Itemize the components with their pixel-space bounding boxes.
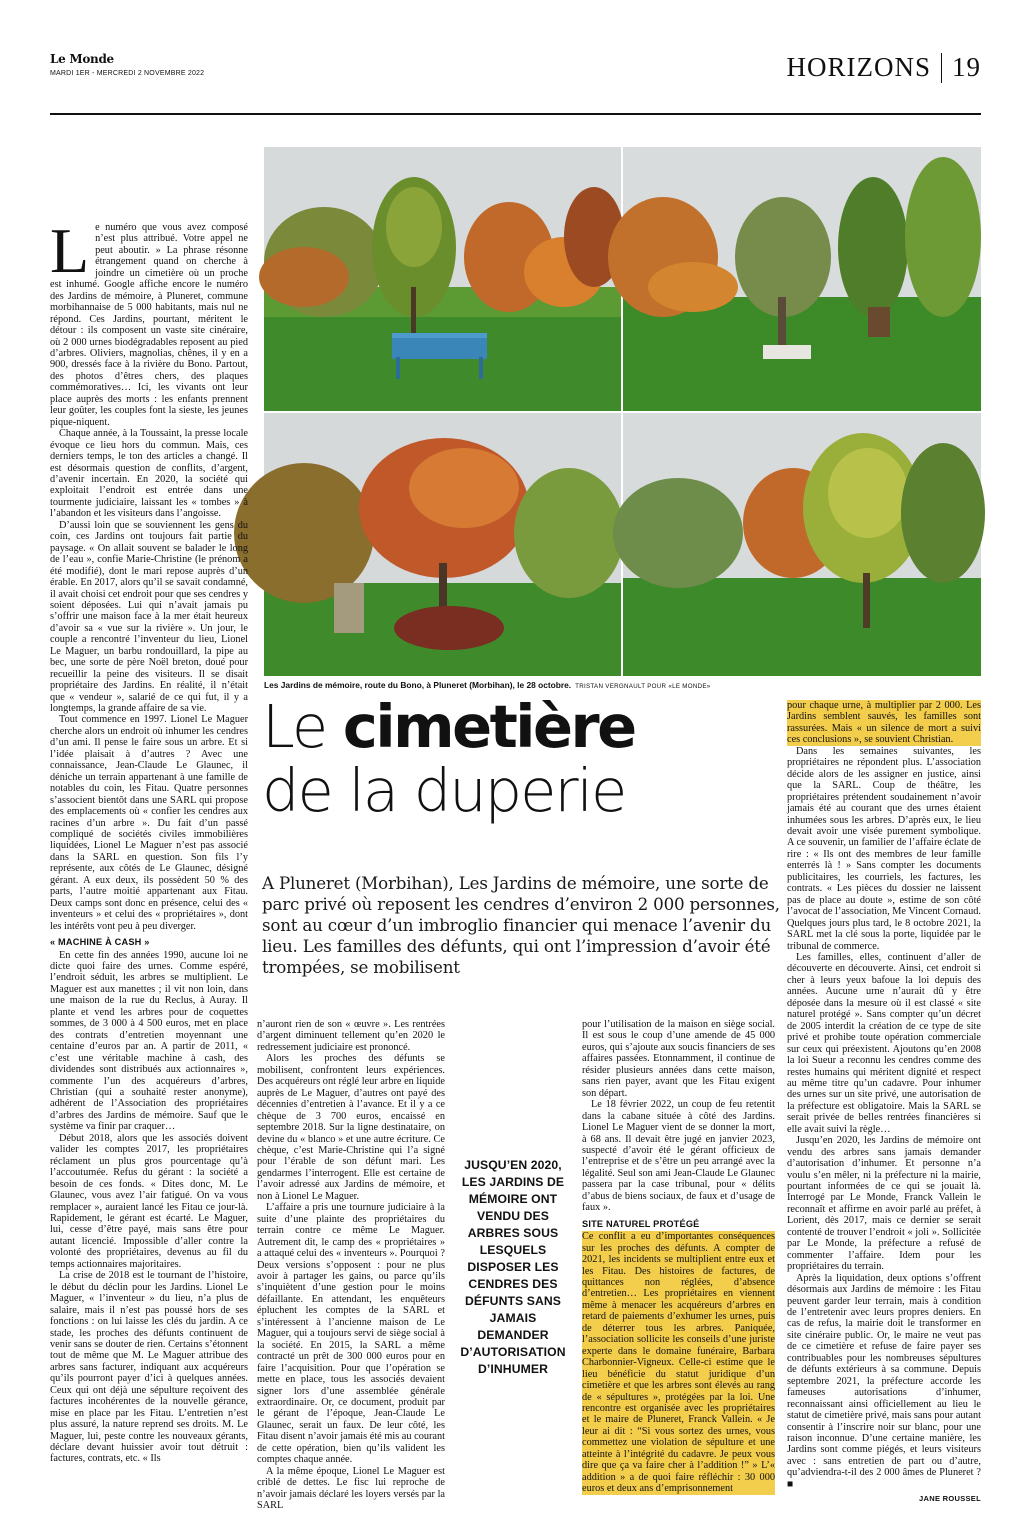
paragraph: Dans les semaines suivantes, les propriétaires ne répondent plus. L’association décide alors de les assigner en justice, ainsi que la SARL. Coup de théâtre, les propriétaires prétendent soudainement n’avoir jamais été au courant que des urnes étaient inhumées sous les arbres. D’après eux, le lieu devait avoir une visée purement symbolique. A ce souvenir, un familier de l’affaire éclate de rire : « Ils ont des membres de leur famille enterrés là ! » Sans compter les documents publicitaires, les courriels, les factures, les contrats. « Les pièces du dossier ne laissent pas de place au doute », estime de son côté l’avocat de l’association, Me Vincent Cornaud. Quelques jours plus tard, le 8 octobre 2021, la SARL met la clé sous la porte, liquidée par le tribunal de commerce. bbox=[787, 745, 981, 952]
masthead-date: MARDI 1ER - MERCREDI 2 NOVEMBRE 2022 bbox=[50, 70, 205, 77]
paragraph: Début 2018, alors que les associés doivent valider les comptes 2017, les propriétaires réclament un plus gros pourcentage qu’à l’accoutumée. Refus du gérant : la société a besoin de ces fonds. « Dites donc, M. Le Glaunec, vous avez l’air fatigué. On va vous remplacer », auraient lancé les Fitau ce jour-là. Rapidement, le gérant est écarté. Le Maguer, lui, cesse d’être payé, mais sans être pour autant licencié. Impossible d’aller contre la volonté des propriétaires, devenus au fil du temps actionnaires majoritaires. bbox=[50, 1132, 248, 1270]
highlighted-paragraph: pour chaque urne, à multiplier par 2 000. Les Jardins semblent sauvés, les familles sont rassurées. Mais « un silence de mort a suivi ces conclusions », se souvient Christian. bbox=[787, 700, 981, 746]
paragraph: En cette fin des années 1990, aucune loi ne dicte quoi faire des urnes. Comme espéré, l’endroit séduit, les arbres se multiplient. Le Maguer est aux manettes ; il vit non loin, dans une maison de la rue du Reclus, à Auray. Il plante et vend les arbres pour de coquettes sommes, de 3 000 à 4 500 euros, met en place des contrats d’entretien moyennant une centaine d’euros par an. A partir de 2011, « c’est une véritable machine à cash, des dividendes sont distribués aux actionnaires », commente l’un des acquéreurs d’arbres, Christian (qui a souhaité rester anonyme), adhérent de l’Association des propriétaires d’arbres des Jardins de mémoire. Sauf que le système va finir par craquer… bbox=[50, 949, 248, 1133]
author-signature: JANE ROUSSEL bbox=[919, 1494, 981, 1504]
article-column-2 bbox=[257, 1019, 445, 1512]
subheading: SITE NATUREL PROTÉGÉ bbox=[582, 1218, 700, 1229]
photo-top-right bbox=[623, 147, 981, 411]
page-number: 19 bbox=[952, 52, 981, 82]
paragraph: Les familles, elles, continuent d’aller de découverte en découverte. Ainsi, cet endroit si cher à leurs yeux bafoue la loi depuis des années. Aucune urne n’aurait dû y être déposée dans la mesure où il est classé « site naturel protégé ». Sans compter qu’un décret de 2005 interdit la création de ce type de site privé et prohibe toute opération commerciale sur ceux qui préexistent. Ajoutons qu’en 2008 la loi Sueur a reconnu les cendres comme des restes humains qui méritent dignité et respect au même titre qu’un cadavre. Pour inhumer des urnes sur un site privé, une autorisation de la préfecture est obligatoire. Mais la SARL se serait privée de belles rentrées financières si elle avait suivi la règle… bbox=[787, 951, 981, 1135]
pull-quote: JUSQU’EN 2020, LES JARDINS DE MÉMOIRE ONT VENDU DES ARBRES SOUS LESQUELS DISPOSER LES CENDRES DES DÉFUNTS SANS JAMAIS DEMANDER D’AUTORISATION D’INHUMER bbox=[460, 1158, 566, 1376]
photo-bottom-left bbox=[264, 413, 621, 676]
paragraph: Jusqu’en 2020, les Jardins de mémoire ont vendu des arbres sans jamais demander d’autorisation d’inhumer. Et personne n’a voulu s’en mêler, ni la préfecture ni la mairie, pourtant informées de ce qui se jouait là. Interrogé par Le Monde, Franck Vallein le reconnaît et affirme en avoir parlé au préfet, à Lorient, dès 2017, mais ce dernier se serait contenté de trouver l’endroit « joli ». Sollicitée par Le Monde, la préfecture a refusé de commenter l’affaire. Idem pour les propriétaires du terrain. bbox=[787, 1135, 981, 1273]
highlighted-paragraph: Ce conflit a eu d’importantes conséquences sur les proches des défunts. A compter de 2021, les incidents se multiplient entre eux et les Fitau. Des histoires de factures, de quittances non réglées, d’absence d’entretien… Les propriétaires en viennent même à menacer les acquéreurs d’arbres en retard de paiements d’exhumer les urnes, puis de déterrer tous les arbres. Paniquée, l’association sollicite les conseils d’une juriste experte dans le domaine funéraire, Barbara Charbonnier-Vigneux. Celle-ci estime que le lieu bénéficie du statut juridique d’un cimetière et que les arbres sont élevés au rang de « sépultures », protégées par la loi. Une rencontre est organisée avec les propriétaires et le maire de Pluneret, Franck Vallein. « Je leur ai dit : “Si vous sortez des urnes, vous commettez une violation de sépulture et une atteinte à l’intégrité du cadavre. Je peux vous dire que ça va faire cher à l’addition !” » L’« addition » a de quoi faire réfléchir : 30 000 euros et deux ans d’emprisonnement bbox=[582, 1231, 775, 1495]
drop-cap: L bbox=[50, 215, 90, 286]
paragraph: n’auront rien de son « œuvre ». Les rentrées d’argent diminuent tellement qu’en 2020 le redressement judiciaire est prononcé. bbox=[257, 1019, 445, 1053]
paragraph: La crise de 2018 est le tournant de l’histoire, le début du déclin pour les Jardins. Lionel Le Maguer, « l’inventeur » du lieu, n’a plus de salaire, mais il n’est pas poussé hors de ses fonctions : on lui laisse les clés du jardin. A ce stade, les proches des défunts continuent de venir sans se douter de rien. Certains s’étonnent tout de même que M. Le Maguer attribue des arbres sans facturer, indiquant aux acquéreurs qu’ils pourront payer d’ici à quelques années. Ceux qui ont déjà une sépulture reçoivent des factures incohérentes de la nouvelle gérance, mise en place par les Fitau. L’entretien n’est plus assuré, la nature reprend ses droits. M. Le Maguer, lui, peste contre les nouveaux gérants, déclare devant huissier avoir tout détruit : factures, contrats, etc. « Ils bbox=[50, 1270, 248, 1465]
article-column-3 bbox=[582, 1019, 775, 1495]
photo-credit: TRISTAN VERGNAULT POUR «LE MONDE» bbox=[575, 683, 711, 690]
section-header bbox=[786, 52, 981, 83]
section-name: HORIZONS bbox=[786, 52, 931, 82]
standfirst: A Pluneret (Morbihan), Les Jardins de mémoire, une sorte de parc privé où reposent les cendres d’environ 2 000 personnes, sont au cœur d’un imbroglio financier qui menace l’avenir du lieu. Les familles des défunts, qui ont l’impression d’avoir été trompées, se mobilisent bbox=[262, 873, 780, 977]
paragraph: e numéro que vous avez composé n’est plus attribué. Votre appel ne peut aboutir. » La phrase résonne étrangement quand on cherche à joindre un cimetière où un proche est inhumé. Google affiche encore le numéro des Jardins de mémoire, à Pluneret, commune morbihannaise de 5 000 habitants, mais nul ne répond. Ces Jardins, pourtant, méritent le détour : ils composent un vaste site cinéraire, où 2 000 urnes biodégradables reposent au pied d’arbres. Oliviers, magnolias, chênes, il y en a 900, dressés face à la rivière du Bono. Partout, des photos d’êtres chers, des plaques commémoratives… Ici, les vivants ont leur place auprès des morts : les enfants prennent leur goûter, les couples font la sieste, les jeunes pique-niquent. bbox=[50, 222, 248, 428]
headline bbox=[262, 692, 782, 825]
paragraph: Alors les proches des défunts se mobilisent, confrontent leurs expériences. Des acquéreurs ont réglé leur arbre en liquide auprès de Le Maguer, d’autres ont payé des décennies d’entretien à l’avance. Et il y a ce chèque de 3 700 euros, encaissé en septembre 2018. Sur la ligne destinataire, on devine du « blanco » et une autre écriture. Ce chèque, c’est Marie-Christine qui l’a signé pour l’érable de son défunt mari. Les gendarmes l’interrogent. Elle est certaine de l’avoir adressé aux Jardins de mémoire, et non à Lionel Le Maguer. bbox=[257, 1053, 445, 1202]
photo-bottom-right bbox=[623, 413, 981, 676]
paragraph: Après la liquidation, deux options s’offrent désormais aux Jardins de mémoire : les Fitau peuvent garder leur terrain, mais à condition de l’entretenir avec leurs propres deniers. En cas de refus, la mairie doit le transformer en site cinéraire public. Or, le maire ne veut pas de ce cimetière et refuse de faire payer ses contribuables pour les nombreuses sépultures de défunts extérieurs à sa commune. Depuis septembre 2021, la préfecture accorde les fameuses autorisations d’inhumer, reconnaissant ainsi officiellement au lieu le statut de cimetière privé, mais sans pour autant consentir à l’inscrire noir sur blanc, pour une raison inconnue. D’une certaine manière, les Jardins sont comme piégés, et leurs visiteurs avec : sans entretien de part ou d’autre, qu’adviendra-t-il des 2 000 âmes de Pluneret ? ■ bbox=[787, 1272, 981, 1490]
headline-bold: cimetière bbox=[342, 692, 635, 761]
article-column-4 bbox=[787, 700, 981, 1504]
paragraph: pour l’utilisation de la maison en siège social. Il est sous le coup d’une amende de 45 000 euros, qui s’ajoute aux soucis financiers de ses affaires passées. Etonnamment, il continue de résider plusieurs années dans cette maison, sans rien payer, avant que les Fitau exigent son départ. bbox=[582, 1019, 775, 1099]
paragraph: L’affaire a pris une tournure judiciaire à la suite d’une plainte des propriétaires du terrain contre ce même Le Maguer. Autrement dit, le camp des « propriétaires » a attaqué celui des « inventeurs ». Pourquoi ? Deux versions s’opposent : pour ne plus avoir à partager les gains, ou parce qu’ils s’inquiètent d’une gestion pour le moins défaillante. En attendant, les enquêteurs épluchent les comptes de la SARL et s’intéressent à l’ancienne maison de Le Maguer, qui a toujours servi de siège social à la société. En 2015, la SARL a même contracté un prêt de 300 000 euros pour en faire l’acquisition. Pour que l’opération se mette en place, tous les associés devaient signer lors d’une assemblée générale extraordinaire. Or, ce document, produit par le gérant de l’époque, Jean-Claude Le Glaunec, serait un faux. De leur côté, les Fitau disent n’avoir jamais été mis au courant de cette opération, bien qu’ils valident les comptes chaque année. bbox=[257, 1202, 445, 1466]
headline-light: Le bbox=[262, 692, 327, 761]
paragraph: Chaque année, à la Toussaint, la presse locale évoque ce lieu hors du commun. Mais, ces derniers temps, le ton des articles a changé. Il est désormais question de conflits, d’argent, d’avenir incertain. En 2020, la société qui exploitait l’endroit est entrée dans une tourmente judiciaire, laissant les « tombes » à l’abandon et les visiteurs dans l’angoisse. bbox=[50, 428, 248, 520]
photo-caption bbox=[264, 680, 981, 690]
subheading: « MACHINE À CASH » bbox=[50, 937, 150, 948]
masthead-logo: Le Monde bbox=[50, 52, 114, 66]
headline-line2: de la duperie bbox=[262, 756, 626, 825]
caption-text: Les Jardins de mémoire, route du Bono, à Pluneret (Morbihan), le 28 octobre. bbox=[264, 680, 572, 690]
section-divider bbox=[941, 53, 942, 83]
paragraph: Tout commence en 1997. Lionel Le Maguer cherche alors un endroit où inhumer les cendres d’un ami. Il pense le faire sous un arbre. Et si l’idée plaisait à d’autres ? Avec une connaissance, Jean-Claude Le Glaunec, il déniche un terrain appartenant à une famille de notables du coin, les Fitau. Quatre personnes s’associent bientôt dans une SARL qui propose des emplacements où « confier les cendres aux racines d’un arbre ». Du fait d’un passé compliqué de sociétés civiles immobilières liquidées, Lionel Le Maguer n’est pas associé dans la SARL en question. Son fils l’y représente, aux côtés de Le Glaunec, désigné gérant. A eux deux, ils possèdent 50 % des parts, l’autre moitié appartenant aux Fitau. Deux camps sont donc en présence, celui des « inventeurs » et celui des « propriétaires », dont les intérêts vont peu à peu diverger. bbox=[50, 714, 248, 932]
header-rule bbox=[50, 113, 981, 115]
article-column-1 bbox=[50, 215, 248, 1476]
paragraph: A la même époque, Lionel Le Maguer est criblé de dettes. Le fisc lui reproche de n’avoir jamais déclaré les loyers versés par la SARL bbox=[257, 1465, 445, 1512]
photo-top-left bbox=[264, 147, 621, 411]
paragraph: D’aussi loin que se souviennent les gens du coin, ces Jardins ont toujours fait partie du paysage. « On allait souvent se balader le long de l’eau », confie Marie-Christine (le prénom a été modifié), dont le mari repose auprès d’un érable. En 2017, alors qu’il se savait condamné, il avait choisi cet endroit pour que ses cendres y soient déposées. Lui qui n’avait jamais pu s’offrir une maison face à la mer était heureux d’avoir sa « vue sur la rivière ». Un jour, le couple a rencontré l’inventeur du lieu, Lionel Le Maguer, un barbu rondouillard, la pipe au bec, une sorte de père Noël breton, doué pour recueillir la peine des visiteurs. Il se disait propriétaire des Jardins. En réalité, il n’était que « vendeur », salarié de ce qui fut, il y a longtemps, la grande affaire de sa vie. bbox=[50, 519, 248, 715]
paragraph: Le 18 février 2022, un coup de feu retentit dans la cabane située à côté des Jardins. Lionel Le Maguer vient de se donner la mort, à 68 ans. Il devait être jugé en janvier 2023, suspecté d’avoir été le gérant officieux de l’entreprise et de s’être un peu arrangé avec la légalité. Seul son ami Jean-Claude Le Glaunec passera par la case tribunal, pour « délits d’abus de biens sociaux, de faux et d’usage de faux ». bbox=[582, 1099, 775, 1214]
